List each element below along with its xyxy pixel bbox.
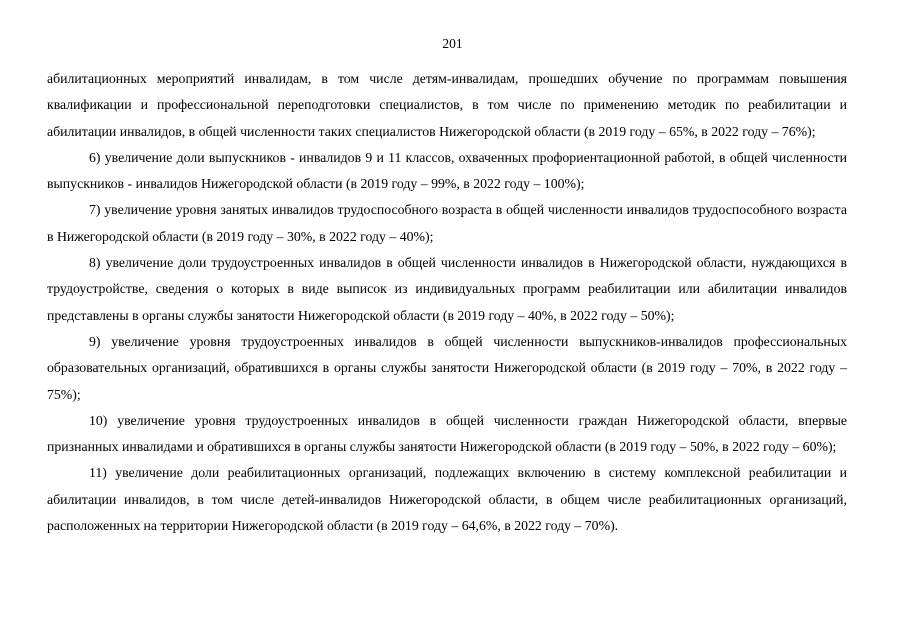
paragraph-item-7: 7) увеличение уровня занятых инвалидов трудоспособного возраста в общей численности инвалидов трудоспособного возраста в Нижегородской области (в 2019 году – 30%, в 2022 году – 40%); (47, 202, 847, 244)
paragraph-item-9: 9) увеличение уровня трудоустроенных инвалидов в общей численности выпускников-инвалидов профессиональных образовательных организаций, обратившихся в органы службы занятости Нижегородской области (в 2019 году – 70%, в 2022 году – 75%); (47, 333, 847, 402)
paragraph-continuation: абилитационных мероприятий инвалидам, в том числе детям-инвалидам, прошедших обучение по программам повышения квалификации и профессиональной переподготовки специалистов, в том числе по применению методик по реабилитации и абилитации инвалидов, в общей численности таких специалистов Нижегородской области (в 2019 году – 65%, в 2022 году – 76%); (47, 71, 847, 139)
page-number: 201 (442, 36, 463, 51)
document-body (47, 66, 847, 539)
paragraph-item-10: 10) увеличение уровня трудоустроенных инвалидов в общей численности граждан Нижегородской области, впервые признанных инвалидами и обратившихся в органы службы занятости Нижегородской области (в 2019 году – 50%, в 2022 году – 60%); (47, 412, 847, 455)
paragraph-item-8: 8) увеличение доли трудоустроенных инвалидов в общей численности инвалидов в Нижегородской области, нуждающихся в трудоустройстве, сведения о которых в виде выписок из индивидуальных программ реабилитации или абилитации инвалидов представлены в органы службы занятости Нижегородской области (в 2019 году – 40%, в 2022 году – 50%); (47, 255, 847, 323)
paragraph-item-6: 6) увеличение доли выпускников - инвалидов 9 и 11 классов, охваченных профориентационной работой, в общей численности выпускников - инвалидов Нижегородской области (в 2019 году – 99%, в 2022 году – 100%); (47, 149, 847, 192)
paragraph-item-11: 11) увеличение доли реабилитационных организаций, подлежащих включению в систему комплексной реабилитации и абилитации инвалидов, в том числе детей-инвалидов Нижегородской области, в общем числе реабилитационных организаций, расположенных на территории Нижегородской области (в 2019 году – 64,6%, в 2022 году – 70%). (47, 465, 847, 534)
